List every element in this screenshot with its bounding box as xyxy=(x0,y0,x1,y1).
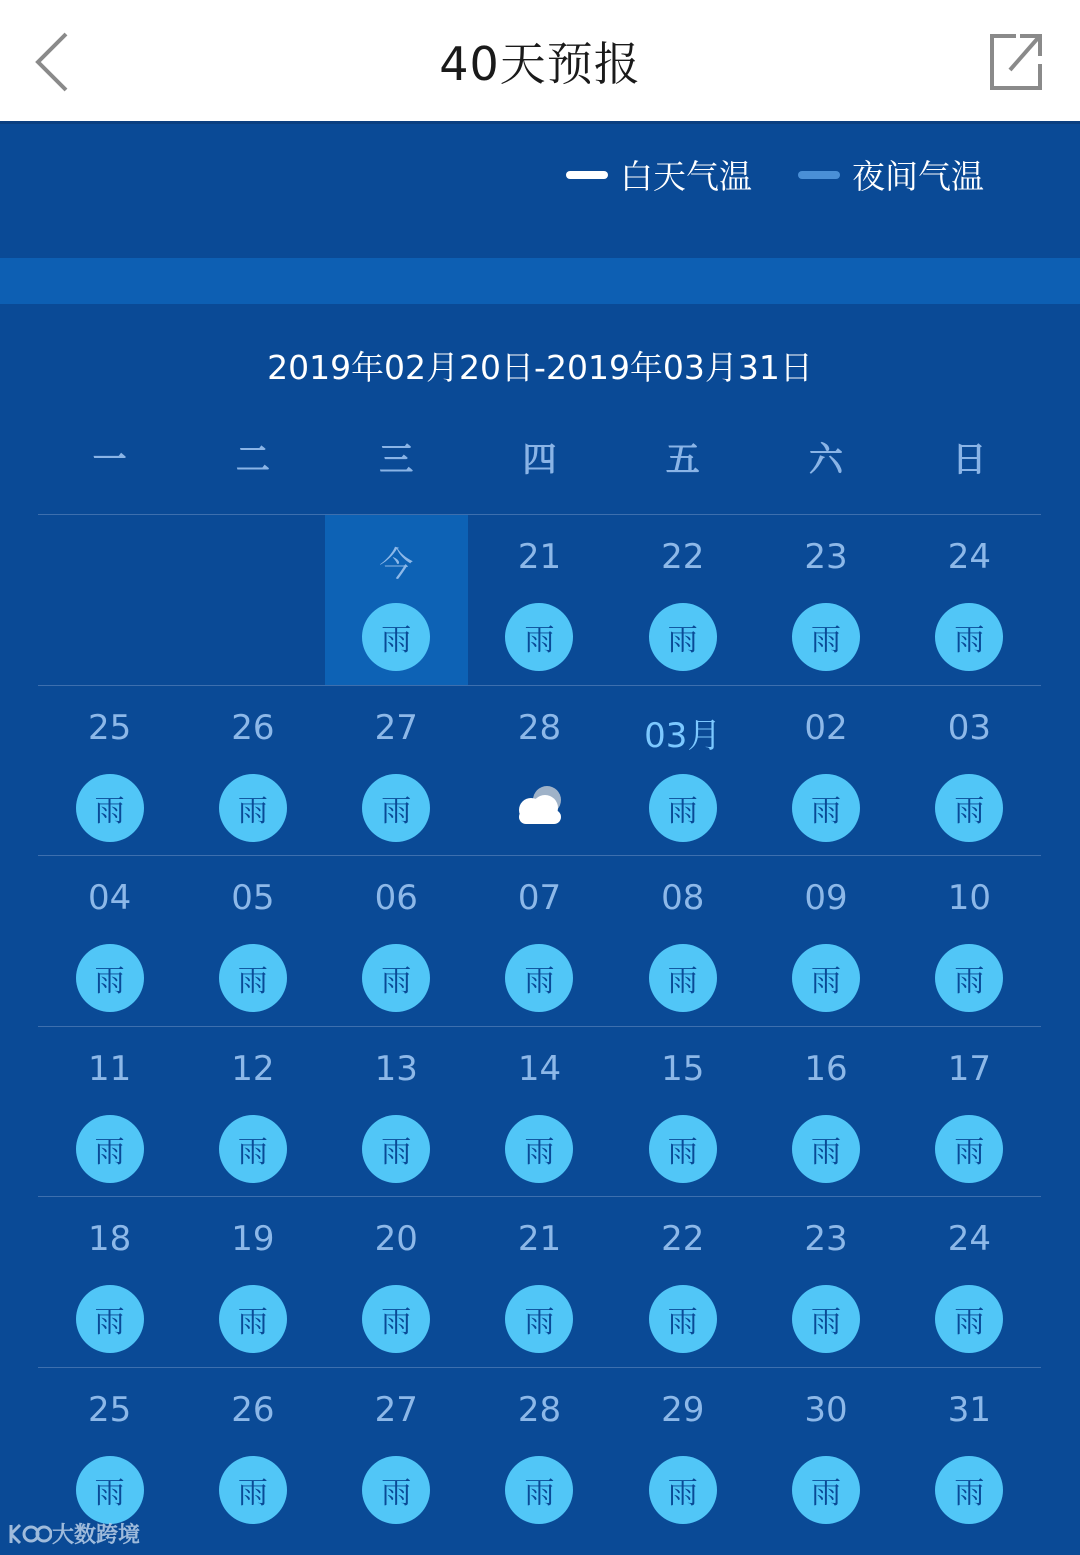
rain-badge-icon: 雨 xyxy=(219,944,287,1012)
day-label: 24 xyxy=(947,1219,991,1259)
rain-badge-icon: 雨 xyxy=(76,1285,144,1353)
weekday-sun: 日 xyxy=(952,440,987,480)
rain-badge-icon: 雨 xyxy=(649,774,717,842)
rain-badge-icon: 雨 xyxy=(76,774,144,842)
legend-night-temp xyxy=(798,151,984,198)
rain-badge-icon: 雨 xyxy=(935,1285,1003,1353)
legend-day-label: 白天气温 xyxy=(620,157,752,196)
day-cell[interactable] xyxy=(898,1368,1041,1538)
day-cell[interactable] xyxy=(754,515,897,685)
day-label: 29 xyxy=(661,1389,705,1430)
day-label: 15 xyxy=(661,1048,705,1089)
rain-badge-icon: 雨 xyxy=(935,1115,1003,1183)
day-label: 13 xyxy=(374,1048,418,1089)
day-cell[interactable] xyxy=(611,1027,754,1197)
day-cell[interactable] xyxy=(898,686,1041,856)
day-cell[interactable] xyxy=(181,686,324,856)
day-cell[interactable] xyxy=(468,686,611,856)
day-cell[interactable] xyxy=(754,686,897,856)
day-cell[interactable] xyxy=(38,856,181,1026)
day-label: 06 xyxy=(374,878,418,918)
day-cell[interactable] xyxy=(611,515,754,685)
rain-badge-icon: 雨 xyxy=(505,1115,573,1183)
scroll-strip xyxy=(0,258,1080,304)
weekday-sat: 六 xyxy=(809,440,844,480)
day-label: 10 xyxy=(947,878,991,918)
rain-badge-icon: 雨 xyxy=(505,1285,573,1353)
share-icon xyxy=(986,30,1046,94)
day-label: 03月 xyxy=(644,715,722,756)
top-bar xyxy=(0,0,1080,124)
rain-badge-icon: 雨 xyxy=(935,774,1003,842)
week-row xyxy=(38,1196,1041,1367)
rain-badge-icon: 雨 xyxy=(649,1285,717,1353)
rain-badge-icon: 雨 xyxy=(362,1115,430,1183)
day-cell[interactable] xyxy=(325,1197,468,1367)
rain-badge-icon: 雨 xyxy=(76,944,144,1012)
rain-badge-icon: 雨 xyxy=(362,774,430,842)
rain-badge-icon: 雨 xyxy=(649,1115,717,1183)
empty-day-cell xyxy=(181,515,324,685)
legend-day-temp xyxy=(566,151,752,198)
watermark-text: 大数跨境 xyxy=(52,1523,141,1548)
rain-badge-icon: 雨 xyxy=(362,1285,430,1353)
rain-badge-icon: 雨 xyxy=(649,1456,717,1524)
day-cell[interactable] xyxy=(754,856,897,1026)
rain-badge-icon: 雨 xyxy=(649,603,717,671)
day-cell[interactable] xyxy=(325,856,468,1026)
day-cell[interactable] xyxy=(898,856,1041,1026)
rain-badge-icon: 雨 xyxy=(219,1285,287,1353)
weekday-wed: 三 xyxy=(379,440,414,480)
day-label: 28 xyxy=(517,707,562,748)
legend-day-swatch xyxy=(566,171,608,179)
day-label: 23 xyxy=(804,537,848,577)
rain-badge-icon: 雨 xyxy=(219,774,287,842)
rain-badge-icon: 雨 xyxy=(505,944,573,1012)
rain-badge-icon: 雨 xyxy=(792,774,860,842)
day-cell[interactable] xyxy=(898,1197,1041,1367)
day-label: 17 xyxy=(947,1048,991,1089)
week-row xyxy=(38,514,1041,685)
rain-badge-icon: 雨 xyxy=(649,944,717,1012)
rain-badge-icon: 雨 xyxy=(219,1115,287,1183)
day-cell[interactable] xyxy=(468,1368,611,1538)
temperature-chart-area xyxy=(0,127,1080,258)
day-label: 02 xyxy=(804,707,848,748)
day-label: 22 xyxy=(661,537,705,577)
rain-badge-icon: 雨 xyxy=(792,1115,860,1183)
rain-badge-icon: 雨 xyxy=(935,1456,1003,1524)
rain-badge-icon: 雨 xyxy=(219,1456,287,1524)
day-cell[interactable] xyxy=(611,1197,754,1367)
day-label: 今 xyxy=(379,545,414,585)
rain-badge-icon: 雨 xyxy=(935,603,1003,671)
day-label: 19 xyxy=(231,1219,275,1259)
day-label: 03 xyxy=(947,707,991,748)
day-cell[interactable] xyxy=(754,1027,897,1197)
legend-night-swatch xyxy=(798,171,840,179)
day-cell[interactable] xyxy=(898,515,1041,685)
day-cell[interactable] xyxy=(38,1368,181,1538)
day-cell[interactable] xyxy=(611,856,754,1026)
legend-night-label: 夜间气温 xyxy=(852,157,984,196)
day-label: 04 xyxy=(88,878,132,918)
day-label: 18 xyxy=(88,1219,132,1259)
day-label: 31 xyxy=(947,1389,991,1430)
rain-badge-icon: 雨 xyxy=(792,944,860,1012)
day-label: 24 xyxy=(947,537,991,577)
day-label: 08 xyxy=(661,878,705,918)
day-label: 05 xyxy=(231,878,275,918)
week-row xyxy=(38,685,1041,856)
day-cell[interactable] xyxy=(611,1368,754,1538)
watermark-logo-icon xyxy=(8,1521,52,1547)
rain-badge-icon: 雨 xyxy=(362,944,430,1012)
day-label: 26 xyxy=(231,1389,275,1430)
day-cell[interactable] xyxy=(38,1027,181,1197)
rain-badge-icon: 雨 xyxy=(505,603,573,671)
day-label: 27 xyxy=(374,707,418,748)
watermark xyxy=(8,1518,140,1549)
day-cell[interactable] xyxy=(38,686,181,856)
rain-badge-icon: 雨 xyxy=(792,603,860,671)
rain-badge-icon: 雨 xyxy=(76,1456,144,1524)
week-row xyxy=(38,855,1041,1026)
day-label: 25 xyxy=(88,707,132,748)
day-label: 22 xyxy=(661,1219,705,1259)
day-label: 07 xyxy=(517,878,562,918)
day-cell[interactable] xyxy=(325,686,468,856)
weekday-header xyxy=(38,432,1041,481)
rain-badge-icon: 雨 xyxy=(792,1456,860,1524)
day-label: 16 xyxy=(804,1048,848,1089)
day-cell[interactable] xyxy=(38,1197,181,1367)
day-label: 27 xyxy=(374,1389,418,1430)
day-label: 30 xyxy=(804,1389,848,1430)
rain-badge-icon: 雨 xyxy=(362,1456,430,1524)
day-cell[interactable] xyxy=(898,1027,1041,1197)
day-cell[interactable] xyxy=(181,1197,324,1367)
day-label: 14 xyxy=(517,1048,562,1089)
day-cell[interactable] xyxy=(325,1027,468,1197)
day-label: 28 xyxy=(517,1389,562,1430)
day-label: 12 xyxy=(231,1048,275,1089)
day-cell[interactable] xyxy=(468,515,611,685)
day-cell[interactable] xyxy=(611,686,754,856)
day-cell[interactable] xyxy=(754,1197,897,1367)
week-row xyxy=(38,1026,1041,1197)
day-cell[interactable] xyxy=(754,1368,897,1538)
day-label: 26 xyxy=(231,707,275,748)
calendar-grid xyxy=(38,514,1041,1537)
weekday-thu: 四 xyxy=(522,440,557,480)
day-cell[interactable] xyxy=(325,1368,468,1538)
rain-badge-icon: 雨 xyxy=(792,1285,860,1353)
day-label: 21 xyxy=(517,1219,562,1259)
weekday-fri: 五 xyxy=(665,440,700,480)
day-cell[interactable] xyxy=(325,515,468,685)
forecast-calendar xyxy=(0,304,1080,1555)
day-cell[interactable] xyxy=(468,1027,611,1197)
share-button[interactable] xyxy=(986,30,1046,94)
day-cell[interactable] xyxy=(468,1197,611,1367)
day-label: 20 xyxy=(374,1219,418,1259)
rain-badge-icon: 雨 xyxy=(76,1115,144,1183)
day-label: 09 xyxy=(804,878,848,918)
day-label: 25 xyxy=(88,1389,132,1430)
date-range: 2019年02月20日-2019年03月31日 xyxy=(267,348,813,387)
rain-badge-icon: 雨 xyxy=(505,1456,573,1524)
day-label: 11 xyxy=(88,1048,132,1089)
day-label: 21 xyxy=(517,537,562,577)
day-cell[interactable] xyxy=(468,856,611,1026)
page-title: 40天预报 xyxy=(439,37,641,91)
cloud-icon xyxy=(505,776,573,836)
day-label: 23 xyxy=(804,1219,848,1259)
day-cell[interactable] xyxy=(181,856,324,1026)
day-cell[interactable] xyxy=(181,1027,324,1197)
week-row xyxy=(38,1367,1041,1538)
rain-badge-icon: 雨 xyxy=(362,603,430,671)
rain-badge-icon: 雨 xyxy=(935,944,1003,1012)
empty-day-cell xyxy=(38,515,181,685)
day-cell[interactable] xyxy=(181,1368,324,1538)
chart-legend xyxy=(520,151,984,198)
weekday-tue: 二 xyxy=(235,440,270,480)
weekday-mon: 一 xyxy=(92,440,127,480)
